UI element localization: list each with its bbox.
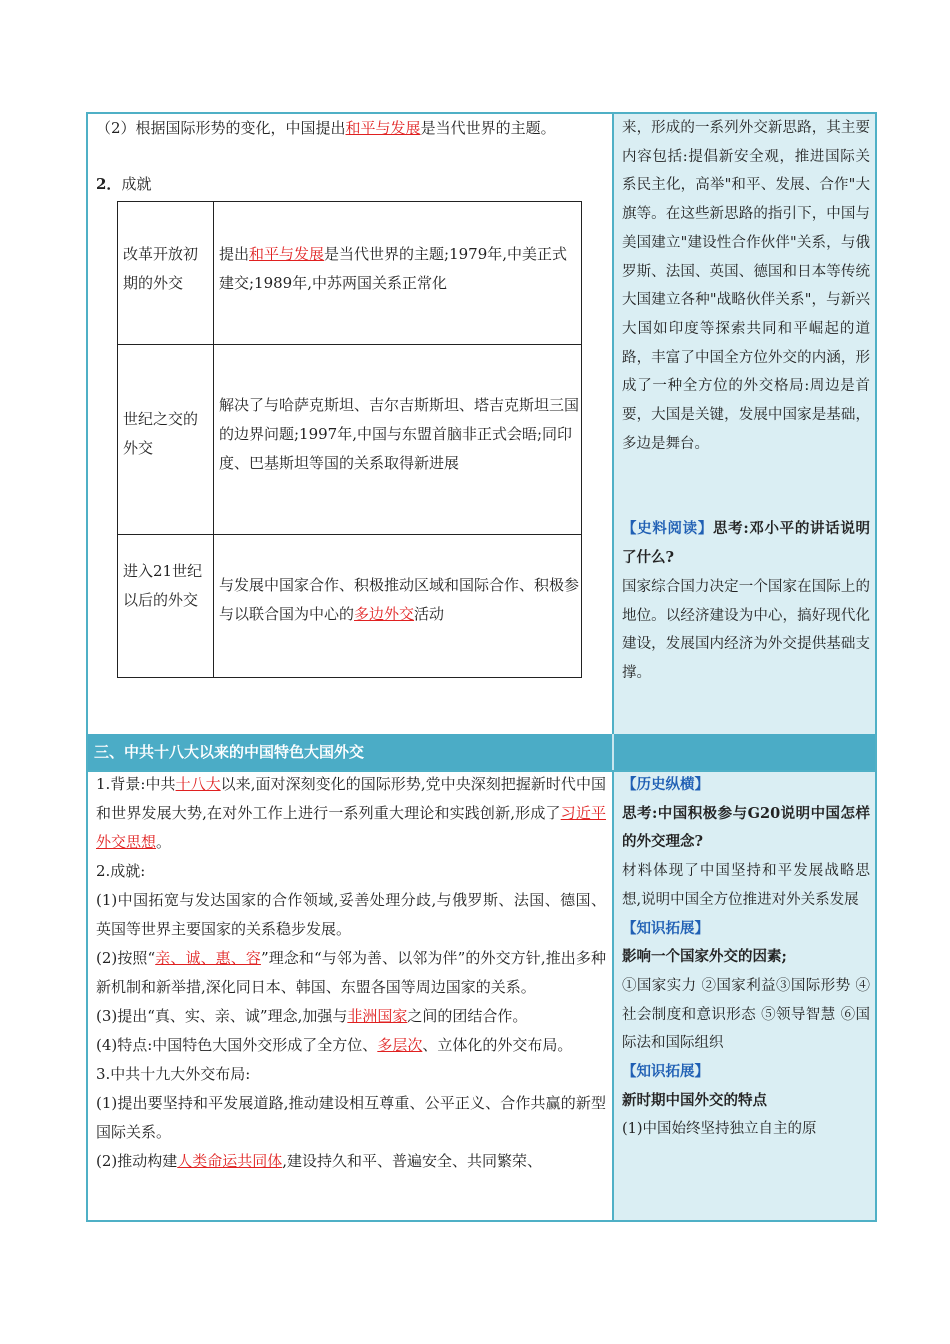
knowledge-tag: 【知识拓展】 <box>622 919 709 937</box>
achievements-heading: 2．成就 <box>96 175 152 193</box>
section-title: 三、中共十八大以来的中国特色大国外交 <box>94 743 365 761</box>
reading-note <box>622 515 870 572</box>
history-question: 思考:中国积极参与G20说明中国怎样的外交理念? <box>622 804 870 851</box>
achievement-4: (4)特点:中国特色大国外交形成了全方位、多层次、立体化的外交布局。 <box>96 1036 573 1054</box>
achievement-1: (1)中国拓宽与发达国家的合作领域,妥善处理分歧,与俄罗斯、法国、德国、英国等世界主要国家的关系稳步发展。 <box>96 891 606 938</box>
history-tag: 【历史纵横】 <box>622 776 709 793</box>
section-side-notes <box>622 771 870 1144</box>
content-cell: 提出和平与发展是当代世界的主题;1979年,中美正式建交;1989年,中苏两国关系正常化 <box>219 245 568 292</box>
side-paragraph: 来，形成的一系列外交新思路，其主要内容包括:提倡新安全观，推进国际关系民主化，高举"和平、发展、合作"大旗等。在这些新思路的指引下，中国与美国建立"建设性合作伙伴"关系，与俄罗斯、法国、英国、德国和日本等传统大国建立各种"战略伙伴关系"，与新兴大国如印度等探索共同和平崛起的道路，丰富了中国全方位外交的内涵，形成了一种全方位的外交格局:周边是首要，大国是关键，发展中国家是基础，多边是舞台。 <box>622 120 870 452</box>
highlight-peace-development: 和平与发展 <box>345 119 421 137</box>
point-2: （2）根据国际形势的变化，中国提出和平与发展是当代世界的主题。 <box>96 119 556 137</box>
period-cell: 进入21世纪以后的外交 <box>123 562 203 609</box>
table-row <box>118 202 581 345</box>
reading-question: 思考:邓小平的讲话说明了什么? <box>622 520 871 566</box>
column-divider <box>612 112 614 1222</box>
band-separator <box>612 734 614 770</box>
features-heading: 新时期中国外交的特点 <box>622 1091 767 1109</box>
table-row <box>118 345 581 535</box>
reading-tag: 【史料阅读】 <box>622 520 713 537</box>
period-cell: 改革开放初期的外交 <box>123 245 199 292</box>
achievements-subheading: 2.成就: <box>96 862 146 880</box>
layout-subheading: 3.中共十九大外交布局: <box>96 1065 251 1083</box>
features-paragraph: (1)中国始终坚持独立自主的原 <box>622 1121 817 1138</box>
background-paragraph: 1.背景:中共十八大以来,面对深刻变化的国际形势,党中央深刻把握新时代中国和世界发展大势,在对外工作上进行一系列重大理论和实践创新,形成了习近平外交思想。 <box>96 775 606 851</box>
layout-1: (1)提出要坚持和平发展道路,推动建设相互尊重、公平正义、合作共赢的新型国际关系。 <box>96 1094 606 1141</box>
content-cell: 解决了与哈萨克斯坦、吉尔吉斯斯坦、塔吉克斯坦三国的边界问题;1997年,中国与东盟首脑非正式会晤;同印度、巴基斯坦等国的关系取得新进展 <box>219 396 580 472</box>
achievement-2: (2)按照“亲、诚、惠、容”理念和“与邻为善、以邻为伴”的外交方针,推出多种新机制和新举措,深化同日本、韩国、东盟各国等周边国家的关系。 <box>96 949 606 996</box>
table-row <box>118 535 581 677</box>
achievements-table <box>117 201 582 678</box>
history-answer: 材料体现了中国坚持和平发展战略思想,说明中国全方位推进对外关系发展 <box>622 863 870 908</box>
knowledge-tag-2: 【知识拓展】 <box>622 1063 709 1081</box>
factors-question: 影响一个国家外交的因素; <box>622 948 787 966</box>
period-cell: 世纪之交的外交 <box>123 410 199 457</box>
achievement-3: (3)提出“真、实、亲、诚”理念,加强与非洲国家之间的团结合作。 <box>96 1007 528 1025</box>
section-body <box>96 770 606 1176</box>
content-cell: 与发展中国家合作、积极推动区域和国际合作、积极参与以联合国为中心的多边外交活动 <box>219 576 580 623</box>
reading-answer: 国家综合国力决定一个国家在国际上的地位。以经济建设为中心，搞好现代化建设，发展国内经济为外交提供基础支撑。 <box>622 579 870 682</box>
layout-2: (2)推动构建人类命运共同体,建设持久和平、普遍安全、共同繁荣、 <box>96 1152 543 1170</box>
factors-list: ①国家实力 ②国家利益③国际形势 ④社会制度和意识形态 ⑤领导智慧 ⑥国际法和国际组织 <box>622 977 870 1052</box>
